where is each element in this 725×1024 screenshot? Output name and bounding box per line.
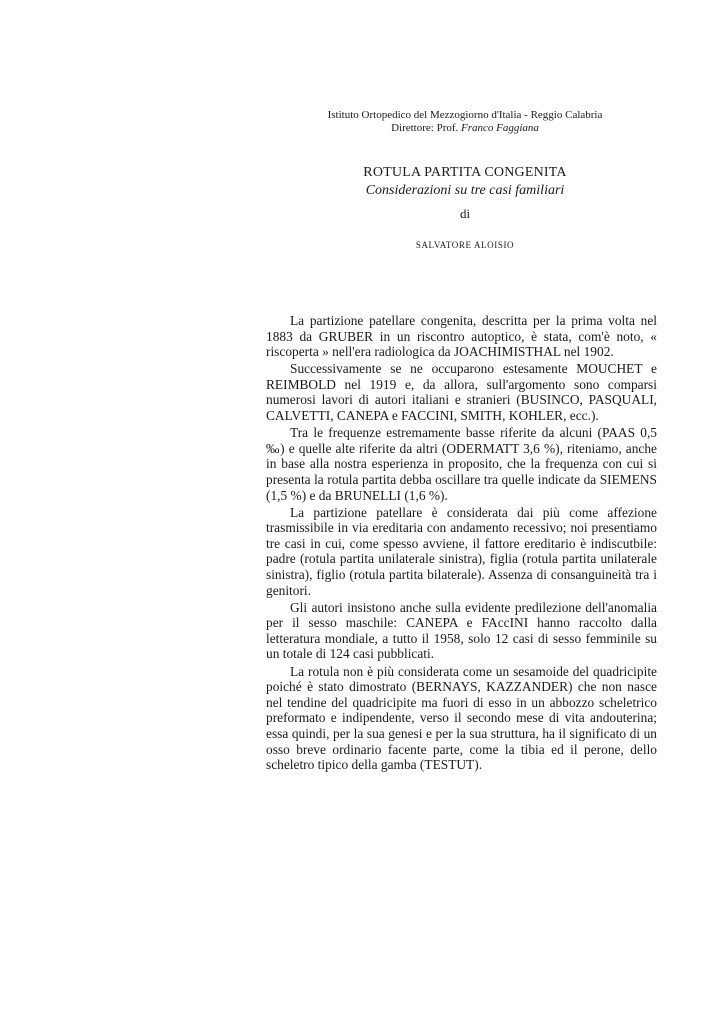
article-title: ROTULA PARTITA CONGENITA xyxy=(363,165,567,180)
byline-di: di xyxy=(459,206,471,221)
paragraph-5: Gli autori insistono anche sulla evidente predilezione dell'anomalia per il sesso maschile: CANEPA e FAccINI hanno raccolto dalla letteratura mondiale, a tutto il 1958, solo 12 casi di sesso femminile su un totale di 124 casi pubblicati. xyxy=(266,599,657,662)
director-label: Direttore: Prof. xyxy=(391,122,459,134)
article-body xyxy=(266,313,657,774)
paragraph-2: Successivamente se ne occuparono estesamente MOUCHET e REIMBOLD nel 1919 e, da allora, sull'argomento sono comparsi numerosi lavori di autori italiani e stranieri (BUSINCO, PASQUALI, CALVETTI, CANEPA e FACCINI, SMITH, KOHLER, ecc.). xyxy=(266,361,657,424)
director-name: Franco Faggiana xyxy=(461,122,539,134)
paragraph-4: La partizione patellare è considerata dai più come affezione trasmissibile in via ereditaria con andamento recessivo; noi presentiamo tre casi in cui, come spesso avviene, il fattore ereditario è indiscutbile: padre (rotula partita unilaterale sinistra), figlia (rotula partita unilaterale sinistra), figlio (rotula partita bilaterale). Assenza di consanguineità tra i genitori. xyxy=(266,504,657,598)
institute-name: Istituto Ortopedico del Mezzogiorno d'Italia - Reggio Calabria xyxy=(327,109,603,121)
paragraph-3: Tra le frequenze estremamente basse riferite da alcuni (PAAS 0,5 ‰) e quelle alte riferite da altri (ODERMATT 3,6 %), riteniamo, anche in base alla nostra esperienza in proposito, che la frequenza con cui si presenta la rotula partita debba oscillare tra quelle indicate da SIEMENS (1,5 %) e da BRUNELLI (1,6 %). xyxy=(266,425,657,503)
author-name: SALVATORE ALOISIO xyxy=(415,240,515,250)
paragraph-1: La partizione patellare congenita, descritta per la prima volta nel 1883 da GRUBER in un riscontro autoptico, è stata, com'è noto, « riscoperta » nell'era radiologica da JOACHIMISTHAL nel 1902. xyxy=(266,313,657,360)
paragraph-6: La rotula non è più considerata come un sesamoide del quadricipite poiché è stato dimostrato (BERNAYS, KAZZANDER) che non nasce nel tendine del quadricipite ma fuori di esso in un abbozzo scheletrico preformato e indipendente, verso il secondo mese di vita andouterina; essa quindi, per la sua genesi e per la sua struttura, ha il significato di un osso breve ordinario facente parte, come la tibia ed il perone, dello scheletro tipico della gamba (TESTUT). xyxy=(266,663,657,773)
article-subtitle: Considerazioni su tre casi familiari xyxy=(365,183,565,198)
institute-header xyxy=(300,109,630,135)
director-line xyxy=(300,122,630,135)
article-title-block xyxy=(300,164,630,200)
